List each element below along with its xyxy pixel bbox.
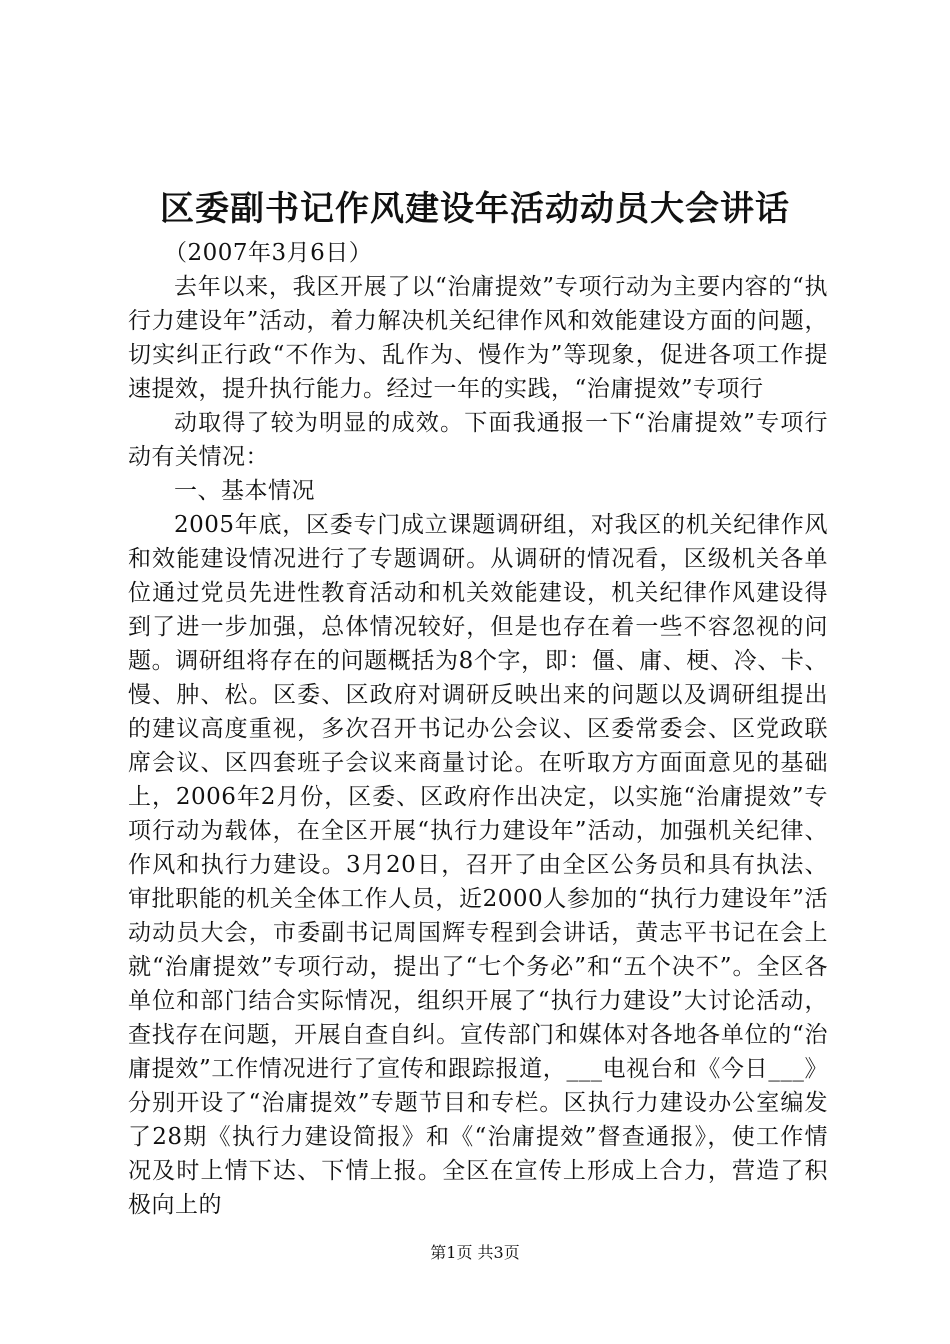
page-footer: 第1页 共3页 bbox=[430, 1243, 520, 1262]
paragraph-continuation: 动取得了较为明显的成效。下面我通报一下“治庸提效”专项行动有关情况： bbox=[128, 410, 828, 470]
paragraph-intro: 去年以来，我区开展了以“治庸提效”专项行动为主要内容的“执行力建设年”活动，着力解决机关纪律作风和效能建设方面的问题，切实纠正行政“不作为、乱作为、慢作为”等现象，促进各项工作提速提效，提升执行能力。经过一年的实践，“治庸提效”专项行 bbox=[128, 274, 828, 402]
document-title: 区委副书记作风建设年活动动员大会讲话 bbox=[160, 189, 790, 229]
document-body bbox=[128, 236, 828, 1222]
section-heading-basic-situation: 一、基本情况 bbox=[174, 478, 315, 504]
speech-date: （2007年3月6日） bbox=[164, 240, 373, 266]
paragraph-basic-situation: 2005年底，区委专门成立课题调研组，对我区的机关纪律作风和效能建设情况进行了专题调研。从调研的情况看，区级机关各单位通过党员先进性教育活动和机关效能建设，机关纪律作风建设得到了进一步加强，总体情况较好，但是也存在着一些不容忽视的问题。调研组将存在的问题概括为8个字，即：僵、庸、梗、冷、卡、慢、肿、松。区委、区政府对调研反映出来的问题以及调研组提出的建议高度重视，多次召开书记办公会议、区委常委会、区党政联席会议、区四套班子会议来商量讨论。在听取方方面面意见的基础上，2006年2月份，区委、区政府作出决定，以实施“治庸提效”专项行动为载体，在全区开展“执行力建设年”活动，加强机关纪律、作风和执行力建设。3月20日，召开了由全区公务员和具有执法、审批职能的机关全体工作人员，近2000人参加的“执行力建设年”活动动员大会，市委副书记周国辉专程到会讲话，黄志平书记在会上就“治庸提效”专项行动，提出了“七个务必”和“五个决不”。全区各单位和部门结合实际情况，组织开展了“执行力建设”大讨论活动，查找存在问题，开展自查自纠。宣传部门和媒体对各地各单位的“治庸提效”工作情况进行了宣传和跟踪报道，___电视台和《今日___》分别开设了“治庸提效”专题节目和专栏。区执行力建设办公室编发了28期《执行力建设简报》和《“治庸提效”督查通报》，使工作情况及时上情下达、下情上报。全区在宣传上形成上合力，营造了积极向上的 bbox=[128, 512, 828, 1218]
